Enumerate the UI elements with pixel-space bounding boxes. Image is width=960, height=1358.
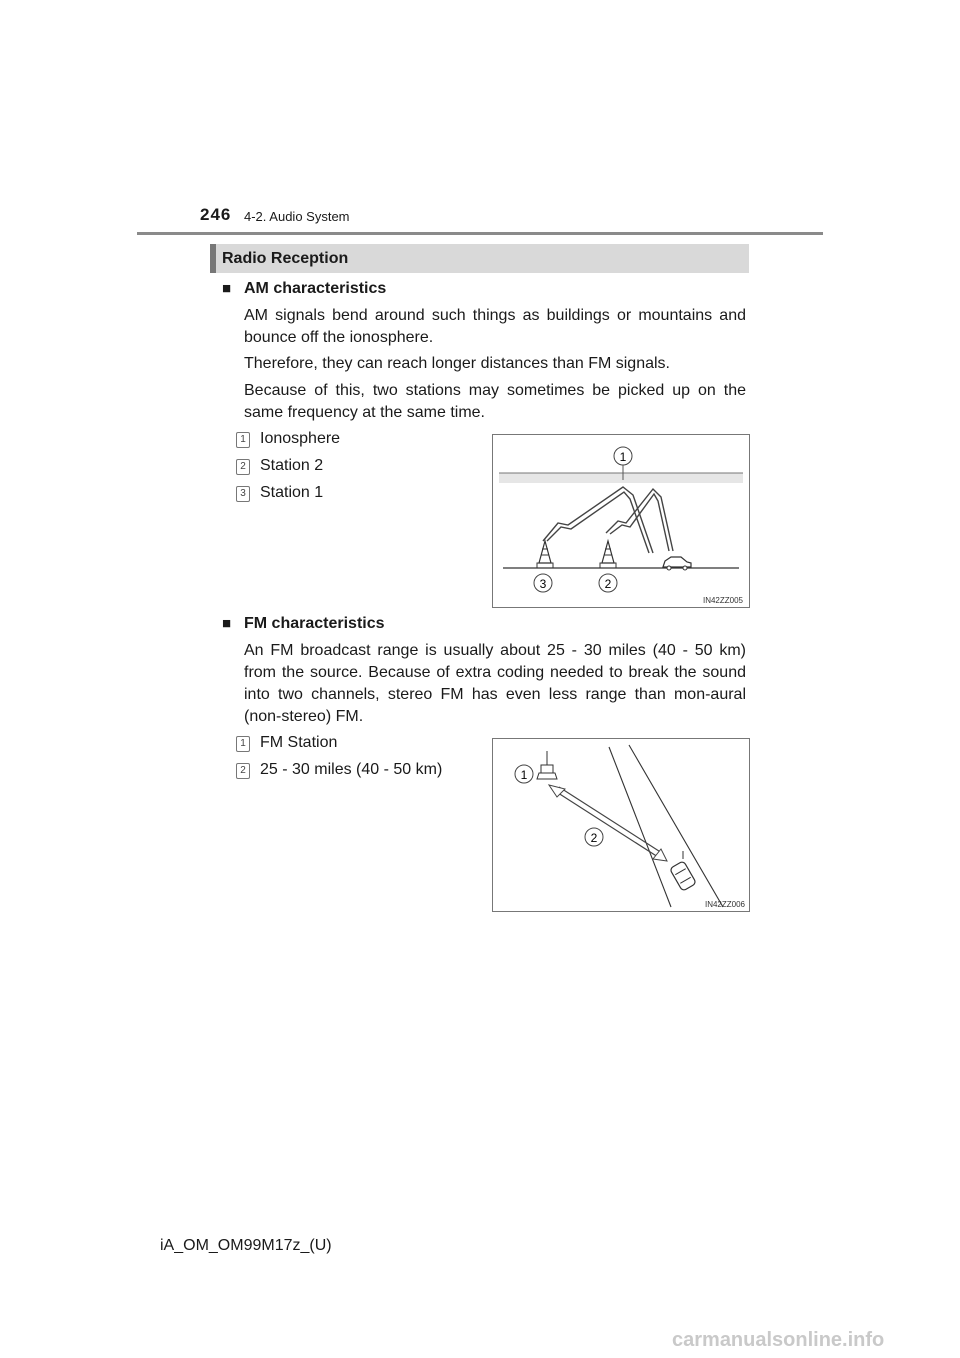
road-edge bbox=[629, 745, 723, 907]
page-number: 246 bbox=[200, 205, 232, 224]
fm-heading: FM characteristics bbox=[244, 615, 385, 632]
callout-label: 1 bbox=[619, 450, 627, 464]
am-paragraph-3: Because of this, two stations may sometimes be picked up on the same frequency at the same time. bbox=[244, 382, 746, 421]
legend-number: 1 bbox=[236, 736, 250, 752]
callout-label: 1 bbox=[520, 768, 528, 782]
bullet-square-icon: ■ bbox=[222, 280, 232, 297]
legend-number: 2 bbox=[236, 459, 250, 475]
figure-code: IN42ZZ005 bbox=[702, 596, 743, 605]
legend-label: Ionosphere bbox=[260, 430, 341, 447]
legend-label: Station 2 bbox=[260, 457, 324, 474]
legend-label: Station 1 bbox=[260, 484, 324, 501]
legend-label: FM Station bbox=[260, 734, 338, 751]
legend-label: 25 - 30 miles (40 - 50 km) bbox=[260, 761, 443, 778]
ionosphere-band bbox=[499, 473, 743, 483]
am-diagram bbox=[493, 435, 749, 607]
bullet-square-icon: ■ bbox=[222, 615, 232, 632]
am-heading: AM characteristics bbox=[244, 280, 387, 297]
legend-number: 3 bbox=[236, 486, 250, 502]
fm-figure bbox=[492, 738, 750, 912]
page-title: Radio Reception bbox=[222, 250, 349, 267]
station-icon bbox=[537, 751, 557, 779]
callout-label: 3 bbox=[539, 577, 547, 591]
header-rule bbox=[137, 232, 823, 235]
callout-label: 2 bbox=[590, 831, 598, 845]
watermark: carmanualsonline.info bbox=[672, 1329, 885, 1351]
am-paragraph-2: Therefore, they can reach longer distances than FM signals. bbox=[244, 355, 670, 372]
legend-number: 2 bbox=[236, 763, 250, 779]
tower-icon bbox=[537, 541, 553, 568]
car-icon bbox=[670, 861, 697, 892]
footer-code: iA_OM_OM99M17z_(U) bbox=[160, 1237, 332, 1254]
figure-code: IN42ZZ006 bbox=[704, 900, 745, 909]
am-figure bbox=[492, 434, 750, 608]
fm-diagram bbox=[493, 739, 749, 911]
tower-icon bbox=[600, 541, 616, 568]
fm-paragraph-1: An FM broadcast range is usually about 25 - 30 miles (40 - 50 km) from the source. Because of extra coding needed to break the sound into two channels, stereo FM has even less range than mon-aural (non-stereo) FM. bbox=[244, 642, 746, 725]
section-title: 4-2. Audio System bbox=[244, 209, 350, 224]
legend-number: 1 bbox=[236, 432, 250, 448]
road-edge bbox=[609, 747, 671, 907]
callout-label: 2 bbox=[604, 577, 612, 591]
signal-path-station1 bbox=[543, 487, 653, 553]
am-paragraph-1: AM signals bend around such things as buildings or mountains and bounce off the ionosphere. bbox=[244, 307, 746, 346]
